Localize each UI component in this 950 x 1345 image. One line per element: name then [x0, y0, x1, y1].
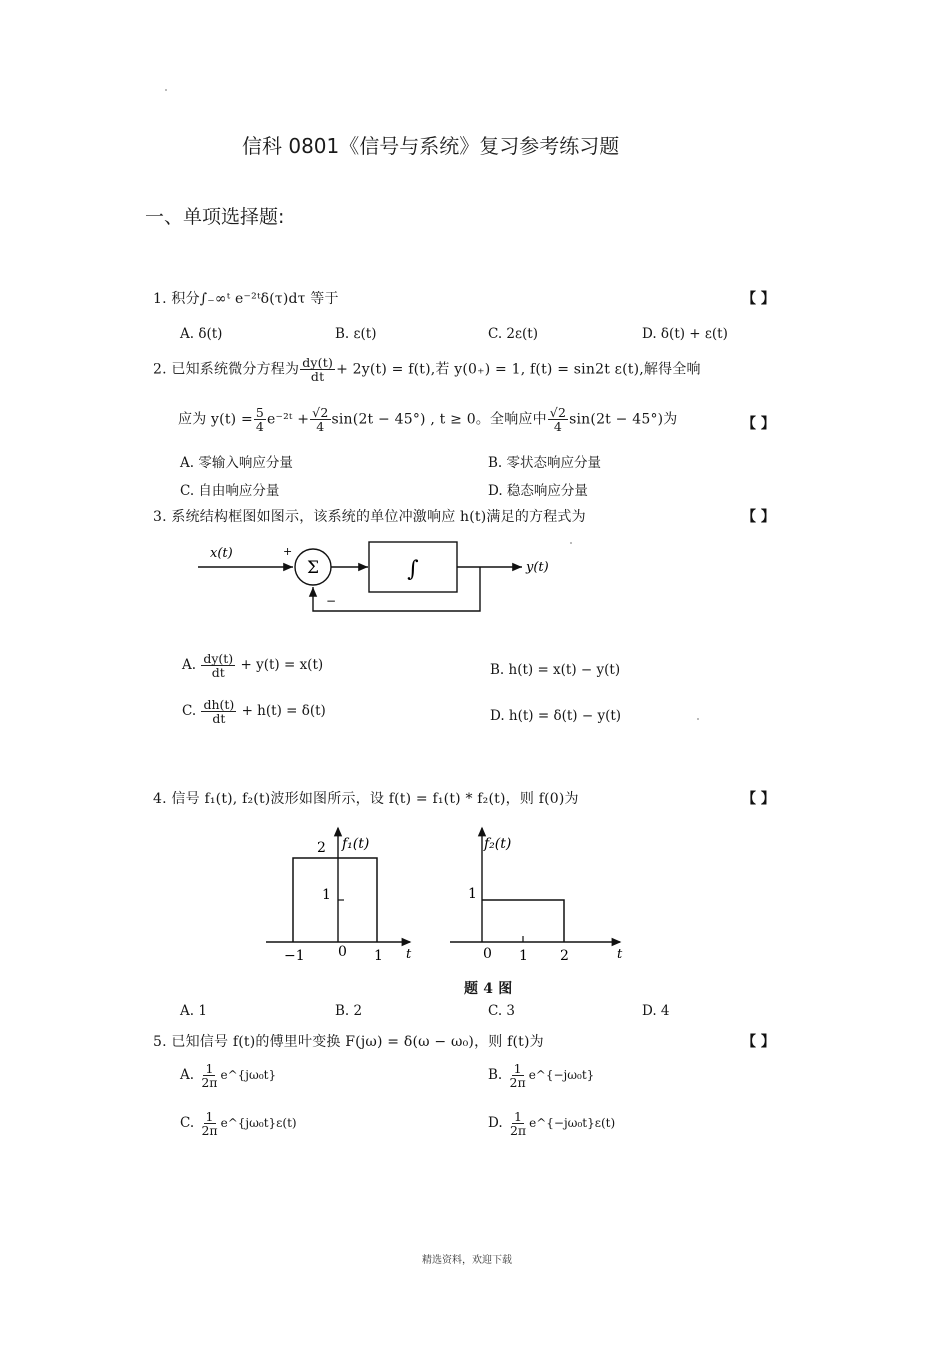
q4-f1-t: t: [406, 947, 412, 962]
q4-figure-caption: 题 4 图: [464, 981, 513, 997]
q3-option-c-label: C.: [182, 703, 197, 720]
q3-option-a: [182, 652, 323, 679]
q2-five-quarters: [254, 406, 266, 433]
q3-option-a-num: dy(t): [203, 651, 234, 666]
q5-option-a-label: A.: [180, 1067, 195, 1084]
q5-option-a-one: 1: [205, 1061, 214, 1076]
q2-line1-post: + 2y(t) = f(t),若 y(0₊) = 1, f(t) = sin2t ε(t),解得全响: [336, 361, 701, 378]
q3-answer-bracket: 【 】: [742, 509, 775, 525]
q2-line2-pre: 应为 y(t) =: [178, 411, 253, 428]
q2-four-a: 4: [255, 419, 265, 435]
q1-option-a: A. δ(t): [180, 326, 223, 342]
q5-option-d-exp: e^{−jω₀t}ε(t): [529, 1116, 616, 1131]
q2-sqrt2-quarter-a: [310, 406, 330, 433]
q5-answer-bracket: 【 】: [742, 1034, 775, 1050]
q5-option-c-one: 1: [205, 1109, 214, 1124]
q3-option-c-fraction: [201, 698, 236, 725]
scan-speck: [570, 542, 572, 544]
q5-option-d-label: D.: [488, 1115, 503, 1132]
q5-option-d: [488, 1110, 615, 1137]
q4-answer-bracket: 【 】: [742, 791, 775, 807]
q3-input-label: x(t): [210, 546, 233, 561]
q2-five: 5: [255, 405, 265, 420]
q2-option-c: C. 自由响应分量: [180, 483, 280, 499]
q3-minus-sign: −: [326, 594, 337, 608]
q3-option-c: [182, 698, 326, 725]
q3-option-a-label: A.: [182, 657, 197, 674]
q5-option-a: [180, 1062, 276, 1089]
q3-option-b: B. h(t) = x(t) − y(t): [490, 662, 621, 678]
q3-sigma-symbol: Σ: [306, 558, 320, 578]
q1-option-b: B. ε(t): [335, 326, 377, 342]
q5-stem: 5. 已知信号 f(t)的傅里叶变换 F(jω) = δ(ω − ω₀)，则 f(t)为: [153, 1034, 544, 1050]
q5-option-b-one: 1: [513, 1061, 522, 1076]
q2-answer-bracket: 【 】: [742, 416, 775, 432]
q5-option-a-twopi: 2π: [201, 1075, 218, 1091]
q4-f2-t: t: [617, 947, 623, 962]
q2-derivative-fraction: [300, 356, 335, 383]
q3-option-c-rest: + h(t) = δ(t): [241, 703, 326, 720]
q2-four-b: 4: [316, 419, 325, 435]
q5-option-b-coef: [508, 1062, 528, 1089]
q4-option-a: A. 1: [180, 1003, 207, 1019]
q4-f2-x2: 2: [560, 948, 569, 964]
q1-option-d: D. δ(t) + ε(t): [642, 326, 728, 342]
q3-stem: 3. 系统结构框图如图示，该系统的单位冲激响应 h(t)满足的方程式为: [153, 509, 586, 525]
q4-option-d: D. 4: [642, 1003, 670, 1019]
q3-integral-symbol: ∫: [407, 557, 419, 582]
q4-option-b: B. 2: [335, 1003, 363, 1019]
q4-f2-step: [482, 900, 564, 942]
q5-option-b-twopi: 2π: [509, 1075, 526, 1091]
q4-stem: 4. 信号 f₁(t), f₂(t)波形如图所示，设 f(t) = f₁(t) * f₂(t)，则 f(0)为: [153, 791, 579, 807]
q4-waveforms: [262, 822, 637, 967]
q2-exp-term: e⁻²ᵗ +: [267, 411, 310, 428]
page-footer: 精选资料，欢迎下载: [422, 1255, 512, 1266]
q3-output-label: y(t): [526, 560, 549, 575]
q2-line1: [153, 356, 701, 383]
q2-line2: [178, 406, 678, 433]
q3-plus-sign: +: [283, 545, 293, 558]
q2-option-b: B. 零状态响应分量: [488, 455, 602, 471]
q5-option-d-coef: [508, 1110, 528, 1137]
q5-option-c-coef: [199, 1110, 219, 1137]
section-heading: 一、单项选择题:: [145, 206, 285, 228]
page-title: 信科 0801《信号与系统》复习参考练习题: [242, 134, 620, 158]
q5-option-b-exp: e^{−jω₀t}: [528, 1068, 595, 1083]
q4-f2-plot: [450, 828, 623, 964]
q5-option-a-exp: e^{jω₀t}: [220, 1068, 277, 1083]
q4-f1-x0: 0: [338, 944, 347, 960]
q2-dy: dy(t): [302, 355, 334, 370]
q4-f1-xm1: −1: [284, 948, 305, 964]
q2-option-d: D. 稳态响应分量: [488, 483, 588, 499]
q1-answer-bracket: 【 】: [742, 291, 775, 307]
q4-f1-plot: [266, 828, 412, 964]
q5-option-c-label: C.: [180, 1115, 195, 1132]
q2-sqrt2-quarter-b: [548, 406, 568, 433]
q5-option-a-coef: [199, 1062, 219, 1089]
q5-option-d-twopi: 2π: [509, 1123, 527, 1139]
q3-feedback-path: [313, 567, 480, 611]
q4-f2-label: f₂(t): [484, 836, 512, 852]
q5-option-b: [488, 1062, 594, 1089]
q1-stem: 1. 积分∫₋∞ᵗ e⁻²ᵗδ(τ)dτ 等于: [153, 291, 339, 307]
q4-f1-y1: 1: [322, 887, 331, 903]
scan-speck: [165, 89, 167, 91]
q3-option-a-fraction: [201, 652, 235, 679]
q5-option-c: [180, 1110, 297, 1137]
q2-sqrt2-b: √2: [549, 405, 567, 420]
q3-option-d: D. h(t) = δ(t) − y(t): [490, 708, 622, 724]
q4-option-c: C. 3: [488, 1003, 516, 1019]
q3-option-a-den: dt: [211, 665, 225, 681]
q3-block-diagram: [190, 528, 570, 628]
q3-option-c-num: dh(t): [203, 697, 235, 712]
q5-option-c-exp: e^{jω₀t}ε(t): [220, 1116, 297, 1131]
q5-option-b-label: B.: [488, 1067, 503, 1084]
q2-sqrt2-a: √2: [312, 405, 329, 420]
q3-option-a-rest: + y(t) = x(t): [240, 657, 324, 674]
q3-option-c-den: dt: [212, 711, 226, 727]
q5-option-c-twopi: 2π: [201, 1123, 218, 1139]
q4-f1-x1: 1: [374, 948, 383, 964]
scan-speck: [697, 718, 699, 720]
q4-f1-label: f₁(t): [342, 836, 370, 852]
q2-dt: dt: [310, 369, 325, 385]
q1-option-c: C. 2ε(t): [488, 326, 538, 342]
q2-four-c: 4: [553, 419, 563, 435]
q4-f2-x1: 1: [519, 948, 528, 964]
q2-option-a: A. 零输入响应分量: [180, 455, 293, 471]
q4-f1-pulse: [293, 858, 377, 942]
q2-line1-pre: 2. 已知系统微分方程为: [153, 361, 300, 378]
q2-line2-mid: sin(2t − 45°) , t ≥ 0。全响应中: [331, 411, 547, 428]
q2-line2-post: sin(2t − 45°)为: [569, 411, 678, 428]
q4-f1-y2: 2: [317, 840, 326, 856]
q4-f2-y1: 1: [468, 886, 477, 902]
q5-option-d-one: 1: [514, 1109, 522, 1124]
q4-f2-x0: 0: [483, 946, 492, 962]
